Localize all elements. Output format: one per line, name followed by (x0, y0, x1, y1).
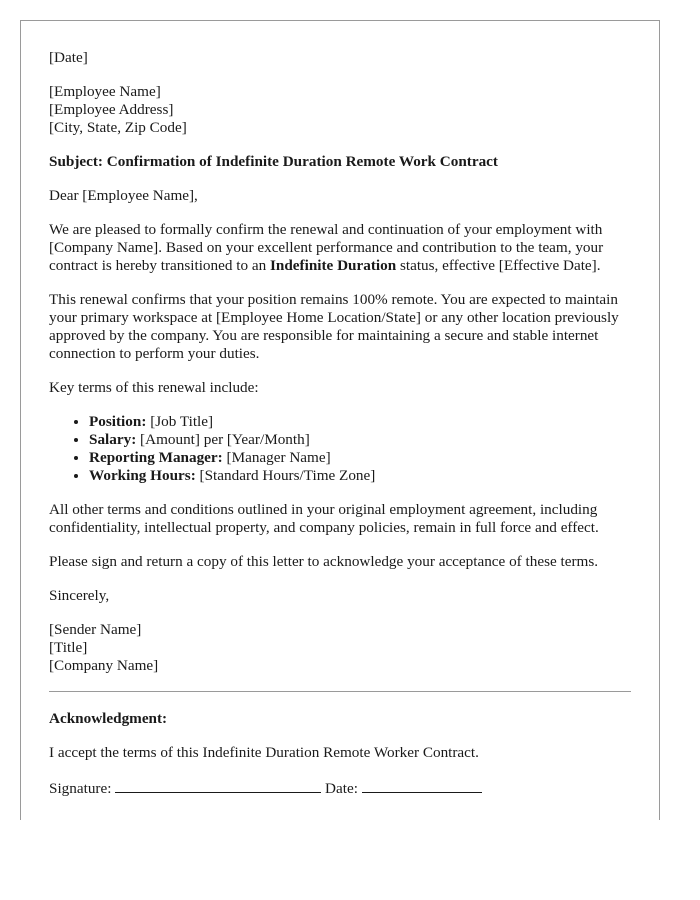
sender-block (49, 621, 631, 675)
term-label: Position: (89, 413, 147, 430)
signature-label: Signature: (49, 780, 112, 797)
list-item (89, 431, 631, 449)
acknowledgment-heading: Acknowledgment: (49, 710, 168, 727)
term-label: Salary: (89, 431, 137, 448)
closing: Sincerely, (49, 587, 110, 604)
paragraph-other-terms: All other terms and conditions outlined in your original employment agreement, including confidentiality, intellectual property, and company policies, remain in full force and effect. (49, 501, 599, 536)
recipient-address: [Employee Address] (49, 101, 174, 118)
list-item (89, 413, 631, 431)
term-label: Reporting Manager: (89, 449, 223, 466)
sender-name: [Sender Name] (49, 621, 142, 638)
term-value: [Amount] per [Year/Month] (136, 431, 310, 448)
date-line[interactable] (362, 778, 482, 793)
term-value: [Standard Hours/Time Zone] (195, 467, 376, 484)
letter-date: [Date] (49, 49, 88, 66)
terms-intro: Key terms of this renewal include: (49, 379, 259, 396)
paragraph-remote: This renewal confirms that your position remains 100% remote. You are expected to maintain your primary workspace at [Employee Home Location/State] or any other location previously approved by the company. You are responsible for maintaining a secure and stable internet connection to perform your duties. (49, 291, 619, 362)
paragraph-renewal-text-start: We are pleased to formally confirm the renewal and continuation of your employment with [Company Name]. Based on your excellent performance and contribution to the team, your contract is hereby transitioned to an (49, 221, 604, 274)
term-value: [Job Title] (146, 413, 214, 430)
subject-line: Subject: Confirmation of Indefinite Duration Remote Work Contract (49, 153, 498, 170)
divider (49, 691, 631, 692)
term-value: [Manager Name] (222, 449, 331, 466)
recipient-city: [City, State, Zip Code] (49, 119, 187, 136)
recipient-block (49, 83, 631, 137)
acknowledgment-statement: I accept the terms of this Indefinite Duration Remote Worker Contract. (49, 744, 479, 761)
paragraph-renewal (49, 221, 631, 275)
list-item (89, 467, 631, 485)
signature-line[interactable] (115, 778, 321, 793)
salutation: Dear [Employee Name], (49, 187, 198, 204)
terms-list (49, 413, 631, 485)
paragraph-sign-return: Please sign and return a copy of this letter to acknowledge your acceptance of these terms. (49, 553, 599, 570)
list-item (89, 449, 631, 467)
paragraph-renewal-bold: Indefinite Duration (270, 257, 397, 274)
paragraph-renewal-text-end: status, effective [Effective Date]. (396, 257, 601, 274)
letter-page (20, 20, 660, 820)
sender-company: [Company Name] (49, 657, 159, 674)
recipient-name: [Employee Name] (49, 83, 161, 100)
date-label: Date: (325, 780, 358, 797)
term-label: Working Hours: (89, 467, 196, 484)
sender-title: [Title] (49, 639, 88, 656)
signature-row (49, 778, 631, 798)
